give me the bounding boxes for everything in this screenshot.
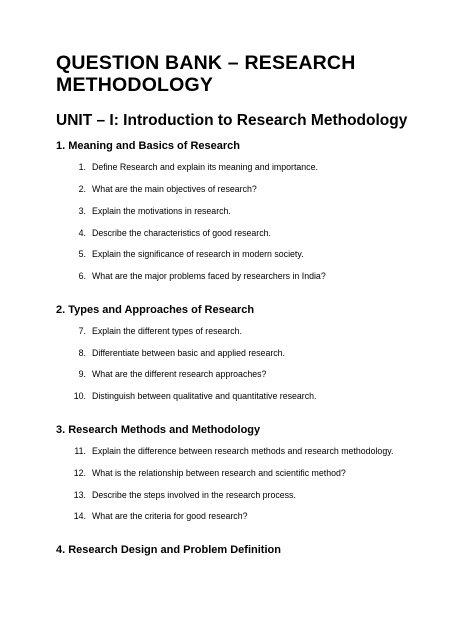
question-text: What are the different research approaches? — [92, 369, 267, 379]
section-heading-4: 4. Research Design and Problem Definition — [56, 544, 281, 556]
question-item — [72, 446, 393, 456]
question-item — [72, 206, 231, 216]
document-title-line-2: METHODOLOGY — [56, 74, 214, 96]
question-number: 14. — [73, 511, 86, 521]
question-number: 9. — [78, 369, 86, 379]
question-number: 8. — [78, 348, 86, 358]
document-title — [56, 52, 456, 96]
document-title-line-1: QUESTION BANK – RESEARCH — [56, 52, 356, 74]
question-item — [72, 162, 318, 172]
question-number: 3. — [78, 206, 86, 216]
unit-title: UNIT – I: Introduction to Research Methodology — [56, 112, 408, 129]
question-text: Distinguish between qualitative and quantitative research. — [92, 391, 317, 401]
question-item — [72, 271, 326, 281]
section-heading-2: 2. Types and Approaches of Research — [56, 304, 255, 316]
question-number: 10. — [73, 391, 86, 401]
question-number: 2. — [78, 184, 86, 194]
question-item — [72, 369, 266, 379]
question-number: 7. — [78, 326, 86, 336]
question-number: 1. — [78, 162, 86, 172]
question-text: What is the relationship between research and scientific method? — [92, 468, 346, 478]
question-text: Explain the significance of research in modern society. — [92, 249, 304, 259]
section-heading-3: 3. Research Methods and Methodology — [56, 424, 261, 436]
question-number: 4. — [78, 228, 86, 238]
question-text: Explain the difference between research methods and research methodology. — [92, 446, 394, 456]
question-item — [72, 249, 304, 259]
question-item — [72, 348, 285, 358]
question-number: 11. — [74, 446, 86, 456]
question-item — [72, 490, 296, 500]
question-item — [72, 184, 257, 194]
question-number: 12. — [73, 468, 86, 478]
question-text: What are the main objectives of research? — [92, 184, 257, 194]
question-number: 6. — [78, 271, 86, 281]
question-item — [72, 391, 316, 401]
question-item — [72, 326, 242, 336]
question-text: Explain the motivations in research. — [92, 206, 231, 216]
question-item — [72, 468, 346, 478]
question-text: Differentiate between basic and applied research. — [92, 348, 286, 358]
question-text: What are the major problems faced by researchers in India? — [92, 271, 326, 281]
section-heading-1: 1. Meaning and Basics of Research — [56, 140, 241, 152]
question-item — [72, 228, 271, 238]
question-number: 5. — [78, 249, 86, 259]
question-number: 13. — [73, 490, 86, 500]
question-text: What are the criteria for good research? — [92, 511, 248, 521]
question-item — [72, 511, 248, 521]
question-text: Explain the different types of research. — [92, 326, 242, 336]
question-text: Describe the steps involved in the research process. — [92, 490, 296, 500]
question-text: Describe the characteristics of good research. — [92, 228, 271, 238]
question-text: Define Research and explain its meaning and importance. — [92, 162, 318, 172]
